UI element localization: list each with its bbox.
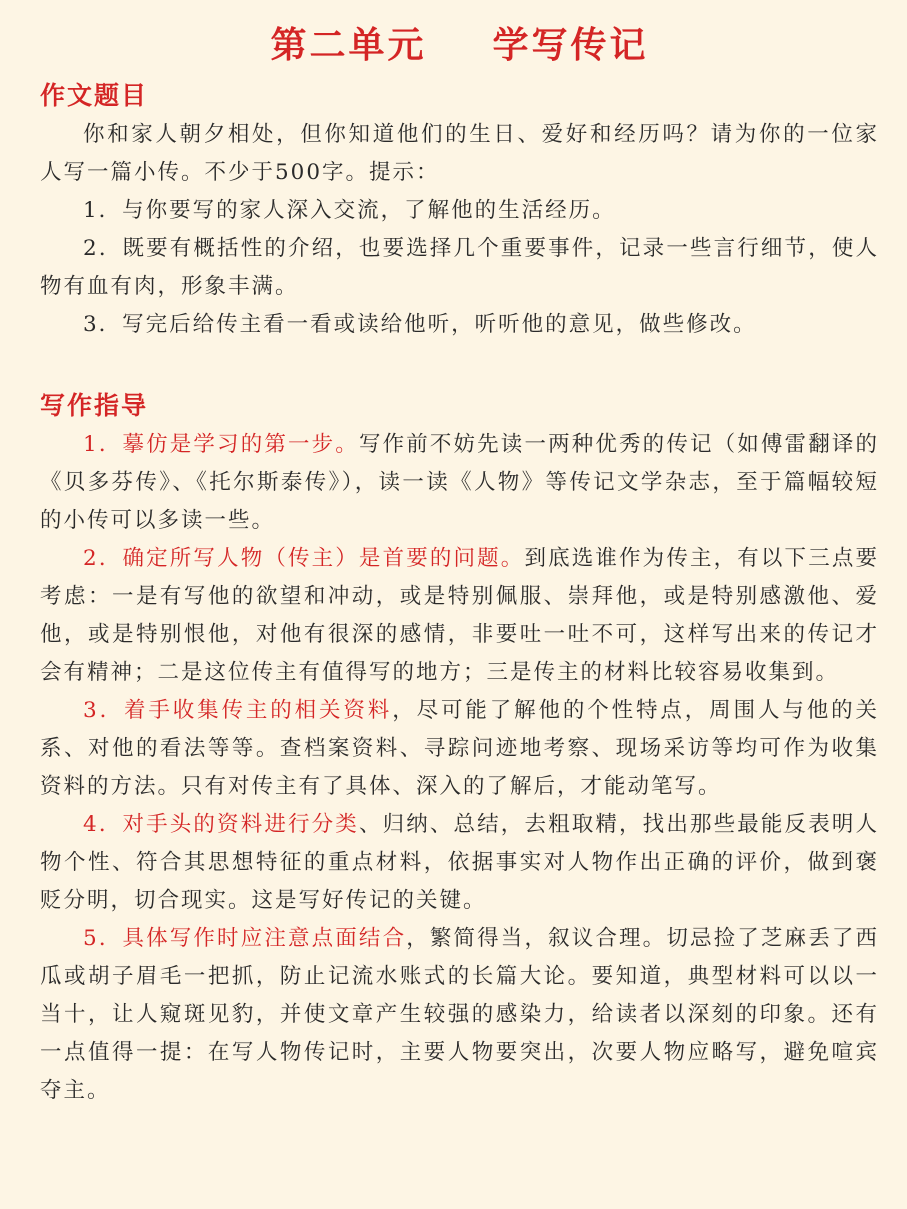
guide-item-lead: 2．确定所写人物（传主）是首要的问题。 (83, 546, 525, 571)
guide-item-body: 、归纳、总结，去粗取精，找出那些最能反表明人物个性、符合其思想特征的重点材料，依据事实对人物作出正确的评价，做到褒贬分明，切合现实。这是写好传记的关键。 (40, 812, 879, 913)
page-title (40, 18, 879, 72)
topic-label: 学写传记 (492, 24, 649, 66)
tip-1: 1．与你要写的家人深入交流，了解他的生活经历。 (83, 198, 616, 223)
section-heading-composition-topic: 作文题目 (40, 81, 149, 110)
section-heading-writing-guide: 写作指导 (40, 391, 149, 420)
guide-item-body: 到底选谁作为传主，有以下三点要考虑：一是有写他的欲望和冲动，或是特别佩服、崇拜他，或是特别感激他、爱他，或是特别恨他，对他有很深的感情，非要吐一吐不可，这样写出来的传记才会有精神；二是这位传主有值得写的地方；三是传主的材料比较容易收集到。 (40, 546, 879, 685)
guide-item-body: ，繁简得当，叙议合理。切忌捡了芝麻丢了西瓜或胡子眉毛一把抓，防止记流水账式的长篇大论。要知道，典型材料可以以一当十，让人窥斑见豹，并使文章产生较强的感染力，给读者以深刻的印象。还有一点值得一提：在写人物传记时，主要人物要突出，次要人物应略写，避免喧宾夺主。 (40, 926, 879, 1103)
guide-item-lead: 1．摹仿是学习的第一步。 (83, 432, 359, 457)
guide-item-lead: 3．着手收集传主的相关资料 (83, 698, 393, 723)
tip-3: 3．写完后给传主看一看或读给他听，听听他的意见，做些修改。 (83, 312, 757, 337)
guide-item-body: 写作前不妨先读一两种优秀的传记（如傅雷翻译的《贝多芬传》、《托尔斯泰传》），读一读《人物》等传记文学杂志，至于篇幅较短的小传可以多读一些。 (40, 432, 879, 533)
unit-label: 第二单元 (270, 24, 427, 66)
tip-2: 2．既要有概括性的介绍，也要选择几个重要事件，记录一些言行细节，使人物有血有肉，形象丰满。 (40, 236, 879, 299)
guide-item-5 (40, 920, 879, 1110)
guide-item-lead: 5．具体写作时应注意点面结合 (83, 926, 407, 951)
guide-item-3 (40, 692, 879, 806)
guide-item-body: ，尽可能了解他的个性特点，周围人与他的关系、对他的看法等等。查档案资料、寻踪问迹地考察、现场采访等均可作为收集资料的方法。只有对传主有了具体、深入的了解后，才能动笔写。 (40, 698, 879, 799)
guide-item-lead: 4．对手头的资料进行分类 (83, 812, 359, 837)
topic-intro-paragraph: 你和家人朝夕相处，但你知道他们的生日、爱好和经历吗？请为你的一位家人写一篇小传。不少于500字。提示： (40, 122, 879, 185)
guide-item-2 (40, 540, 879, 692)
guide-item-1 (40, 426, 879, 540)
guide-item-4 (40, 806, 879, 920)
